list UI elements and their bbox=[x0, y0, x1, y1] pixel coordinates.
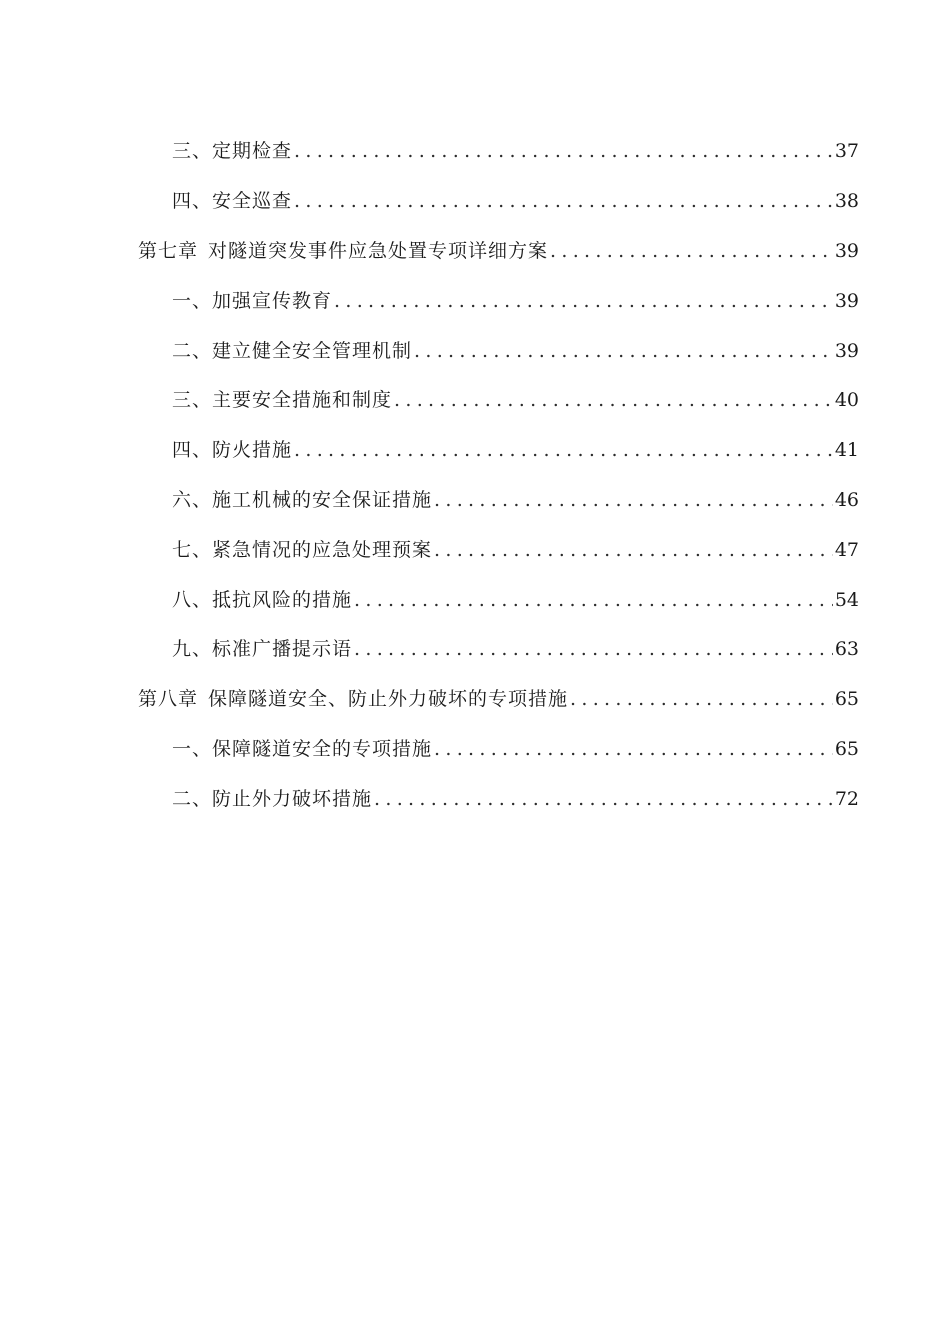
toc-page-number: 65 bbox=[834, 737, 859, 760]
toc-page-number: 63 bbox=[834, 638, 859, 661]
toc-page-number: 39 bbox=[834, 339, 859, 362]
toc-page-number: 72 bbox=[834, 787, 859, 810]
toc-page-number: 65 bbox=[834, 688, 859, 711]
dot-leader bbox=[550, 242, 833, 261]
table-of-contents bbox=[0, 127, 950, 824]
toc-entry-title: 四、防火措施 bbox=[172, 439, 293, 462]
dot-leader bbox=[354, 640, 833, 659]
dot-leader bbox=[294, 441, 833, 460]
toc-entry-title: 一、保障隧道安全的专项措施 bbox=[172, 737, 433, 760]
toc-page-number: 39 bbox=[834, 239, 859, 262]
toc-entry-title: 一、加强宣传教育 bbox=[172, 289, 333, 312]
toc-page-number: 41 bbox=[834, 439, 859, 462]
toc-entry[interactable] bbox=[0, 426, 950, 476]
dot-leader bbox=[414, 342, 833, 361]
toc-chapter-number: 第八章 bbox=[138, 688, 199, 711]
toc-entry-title: 保障隧道安全、防止外力破坏的专项措施 bbox=[208, 688, 569, 711]
dot-leader bbox=[434, 541, 833, 560]
toc-entry-title: 二、建立健全安全管理机制 bbox=[172, 339, 413, 362]
toc-entry[interactable] bbox=[0, 625, 950, 675]
toc-entry-title: 八、抵抗风险的措施 bbox=[172, 588, 353, 611]
toc-entry[interactable] bbox=[0, 326, 950, 376]
toc-page-number: 38 bbox=[834, 190, 859, 213]
toc-chapter-number: 第七章 bbox=[138, 239, 199, 262]
toc-entry[interactable] bbox=[0, 127, 950, 177]
toc-entry-title: 九、标准广播提示语 bbox=[172, 638, 353, 661]
toc-entry[interactable] bbox=[0, 575, 950, 625]
toc-page-number: 39 bbox=[834, 289, 859, 312]
toc-page-number: 47 bbox=[834, 538, 859, 561]
toc-entry-title: 四、安全巡查 bbox=[172, 190, 293, 213]
dot-leader bbox=[294, 142, 833, 161]
toc-entry[interactable] bbox=[0, 525, 950, 575]
toc-entry-title: 三、主要安全措施和制度 bbox=[172, 389, 393, 412]
toc-entry[interactable] bbox=[0, 725, 950, 775]
toc-chapter-entry[interactable] bbox=[0, 675, 950, 725]
dot-leader bbox=[294, 192, 833, 211]
dot-leader bbox=[434, 491, 833, 510]
dot-leader bbox=[374, 790, 833, 809]
toc-entry[interactable] bbox=[0, 276, 950, 326]
dot-leader bbox=[394, 391, 833, 410]
toc-page-number: 40 bbox=[834, 389, 859, 412]
toc-entry-title: 七、紧急情况的应急处理预案 bbox=[172, 538, 433, 561]
dot-leader bbox=[334, 292, 833, 311]
toc-entry-title: 对隧道突发事件应急处置专项详细方案 bbox=[208, 239, 549, 262]
toc-page-number: 37 bbox=[834, 140, 859, 163]
toc-entry-title: 二、防止外力破坏措施 bbox=[172, 787, 373, 810]
toc-entry[interactable] bbox=[0, 476, 950, 526]
toc-page-number: 46 bbox=[834, 488, 859, 511]
toc-entry-title: 三、定期检查 bbox=[172, 140, 293, 163]
toc-entry[interactable] bbox=[0, 376, 950, 426]
toc-entry[interactable] bbox=[0, 774, 950, 824]
toc-entry[interactable] bbox=[0, 177, 950, 227]
toc-entry-title: 六、施工机械的安全保证措施 bbox=[172, 488, 433, 511]
dot-leader bbox=[570, 690, 833, 709]
toc-page-number: 54 bbox=[834, 588, 859, 611]
dot-leader bbox=[434, 740, 833, 759]
toc-chapter-entry[interactable] bbox=[0, 227, 950, 277]
dot-leader bbox=[354, 591, 833, 610]
